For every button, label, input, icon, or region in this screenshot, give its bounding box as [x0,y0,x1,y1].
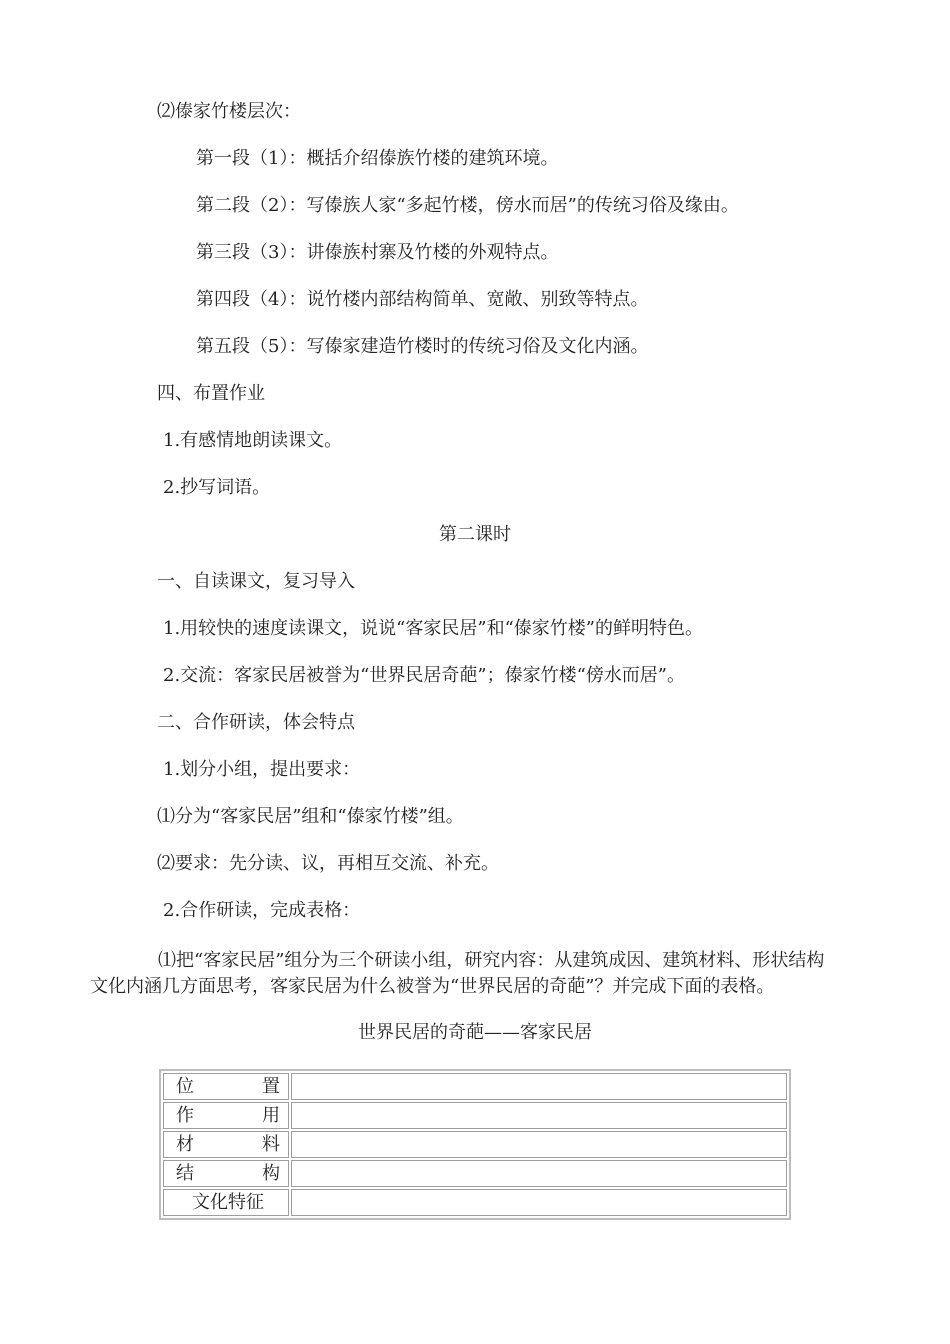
row-label-material: 材 料 [163,1131,289,1158]
line-section-3: 第三段（3）：讲傣族村寨及竹楼的外观特点。 [196,242,559,263]
table-row [163,1160,787,1187]
cooperate-sub-2: ⑵要求：先分读、议，再相互交流、补充。 [157,853,499,874]
table-row [163,1189,787,1216]
self-read-item-2: 2.交流：客家民居被誉为“世界民居奇葩”；傣家竹楼“傍水而居”。 [163,665,685,686]
heading-cooperate: 二、合作研读，体会特点 [157,712,355,733]
cooperate-sub-1: ⑴分为“客家民居”组和“傣家竹楼”组。 [157,806,464,827]
answer-cell[interactable] [291,1160,787,1187]
hakka-table [159,1069,791,1220]
table-row [163,1073,787,1100]
row-label-structure: 结 构 [163,1160,289,1187]
row-label-function: 作 用 [163,1102,289,1129]
heading-homework: 四、布置作业 [157,383,265,404]
cooperate-item-2: 2.合作研读，完成表格： [163,900,361,921]
table-row [163,1131,787,1158]
lesson-title: 第二课时 [439,524,511,545]
line-dai-structure: ⑵傣家竹楼层次： [157,101,301,122]
paragraph-line-2: 文化内涵几方面思考，客家民居为什么被誉为“世界民居的奇葩”？并完成下面的表格。 [90,976,775,997]
row-label-location: 位 置 [163,1073,289,1100]
table-title: 世界民居的奇葩——客家民居 [358,1022,592,1043]
paragraph-line-1: ⑴把“客家民居”组分为三个研读小组，研究内容：从建筑成因、建筑材料、形状结构 [158,950,825,971]
answer-cell[interactable] [291,1102,787,1129]
answer-cell[interactable] [291,1189,787,1216]
homework-item-2: 2.抄写词语。 [163,477,271,498]
answer-cell[interactable] [291,1073,787,1100]
homework-item-1: 1.有感情地朗读课文。 [163,430,343,451]
research-paragraph [90,948,860,1000]
line-section-4: 第四段（4）：说竹楼内部结构简单、宽敞、别致等特点。 [196,289,649,310]
self-read-item-1: 1.用较快的速度读课文，说说“客家民居”和“傣家竹楼”的鲜明特色。 [163,618,703,639]
line-section-1: 第一段（1）：概括介绍傣族竹楼的建筑环境。 [196,148,559,169]
cooperate-item-1: 1.划分小组，提出要求： [163,759,361,780]
row-label-culture: 文化特征 [163,1189,289,1216]
line-section-5: 第五段（5）：写傣家建造竹楼时的传统习俗及文化内涵。 [196,336,649,357]
line-section-2: 第二段（2）：写傣族人家“多起竹楼，傍水而居”的传统习俗及缘由。 [196,195,739,216]
answer-cell[interactable] [291,1131,787,1158]
table-row [163,1102,787,1129]
heading-self-read: 一、自读课文，复习导入 [157,571,355,592]
